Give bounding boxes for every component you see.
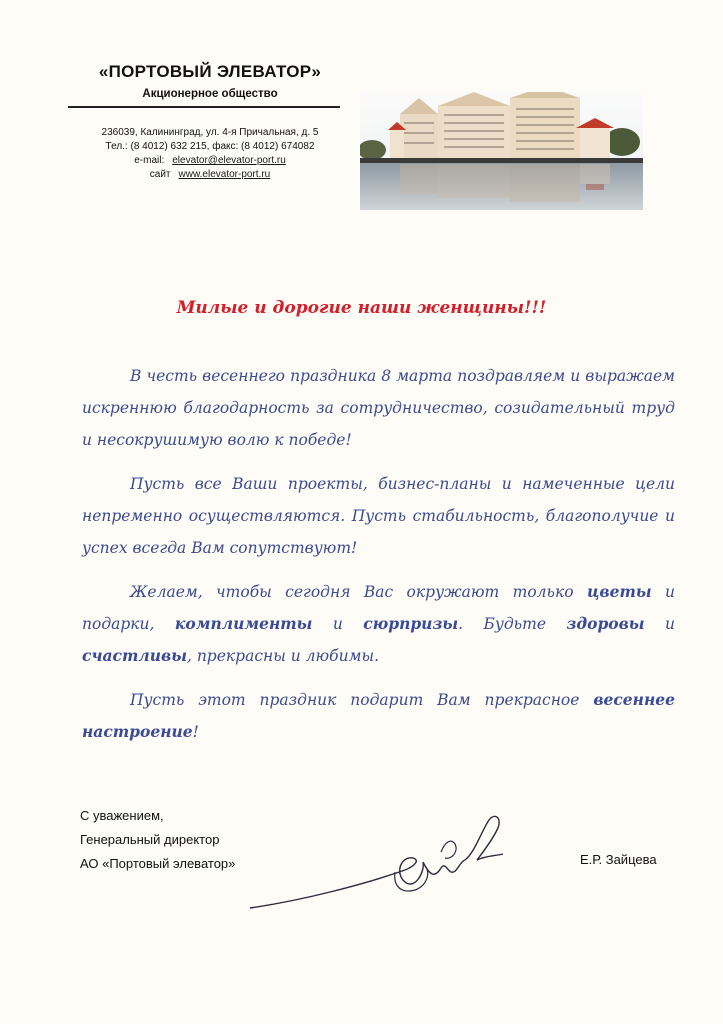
p3-highlight-compliments: комплименты xyxy=(174,614,313,633)
signer-name: Е.Р. Зайцева xyxy=(580,852,657,867)
closing-line: С уважением, xyxy=(80,808,164,823)
p3-text-e: . Будьте xyxy=(458,615,567,633)
paragraph-3 xyxy=(82,576,675,672)
company-contacts xyxy=(60,126,360,182)
p3-text-f: и xyxy=(644,615,675,633)
header-divider xyxy=(68,106,340,108)
p3-text-c: и подарки, xyxy=(82,583,675,633)
p3-highlight-surprises: сюрпризы xyxy=(363,614,459,633)
email-label: e-mail: xyxy=(134,155,165,166)
site-label: сайт xyxy=(149,169,171,180)
handwritten-signature xyxy=(245,812,525,917)
paragraph-2: Пусть все Ваши проекты, бизнес-планы и намеченные цели непременно осуществляются. Пусть стабильность, благополучие и успех всегда Вам сопутствуют! xyxy=(82,475,675,557)
p3-text-d: и xyxy=(312,615,364,633)
company-name: «ПОРТОВЫЙ ЭЛЕВАТОР» xyxy=(98,62,322,81)
signer-title: Генеральный директор xyxy=(80,832,220,847)
email-link[interactable]: elevator@elevator-port.ru xyxy=(172,155,286,166)
p4-text-a: Пусть этот праздник подарит Вам прекрасное xyxy=(130,691,594,709)
company-phones: Тел.: (8 4012) 632 215, факс: (8 4012) 674082 xyxy=(105,141,315,152)
p3-highlight-happy: счастливы xyxy=(82,646,187,665)
site-link[interactable]: www.elevator-port.ru xyxy=(178,169,271,180)
letter-body xyxy=(82,360,675,760)
p3-text-a: Желаем, чтобы сегодня Вас окружают только xyxy=(130,583,587,601)
p4-highlight-mood: весеннее настроение xyxy=(82,690,675,741)
company-site-line xyxy=(60,168,360,182)
signer-company: АО «Портовый элеватор» xyxy=(80,856,236,871)
paragraph-1: В честь весеннего праздника 8 марта поздравляем и выражаем искреннюю благодарность за сотрудничество, созидательный труд и несокрушимую волю к победе! xyxy=(82,367,675,449)
greeting-heading: Милые и дорогие наши женщины!!! xyxy=(176,298,547,318)
elevator-building-photo xyxy=(360,92,643,210)
company-type: Акционерное общество xyxy=(142,88,278,100)
p3-highlight-flowers: цветы xyxy=(586,582,652,601)
paragraph-4 xyxy=(82,684,675,748)
p4-text-c: ! xyxy=(192,723,199,741)
p3-text-g: , прекрасны и любимы. xyxy=(186,647,380,665)
company-email-line xyxy=(60,154,360,168)
company-address: 236039, Калининград, ул. 4-я Причальная, д. 5 xyxy=(101,127,319,138)
signature-block xyxy=(80,804,235,876)
p3-highlight-healthy: здоровы xyxy=(566,614,645,633)
